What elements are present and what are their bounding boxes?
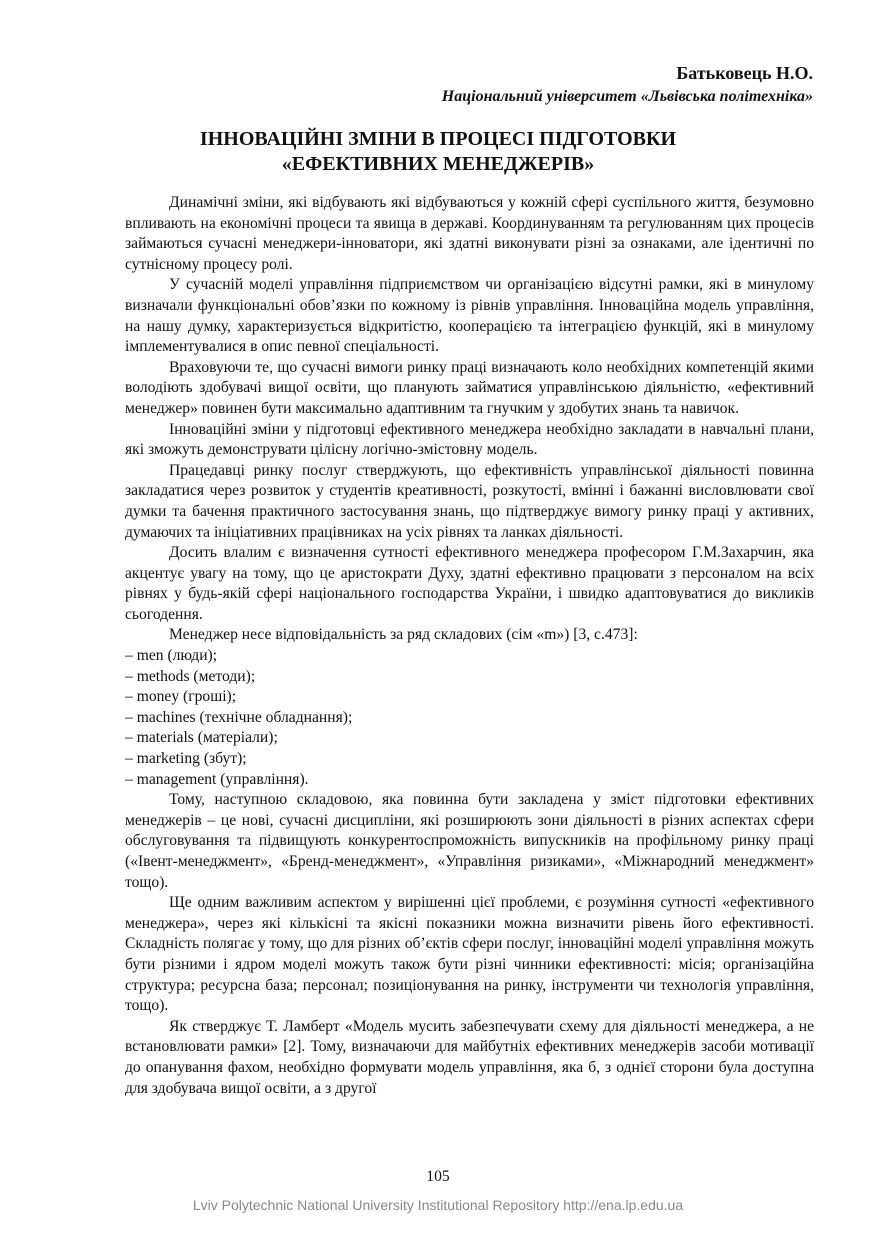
list-item: – money (гроші);	[125, 688, 237, 706]
paragraph: Працедавці ринку послуг стверджують, що ефективність управлінської діяльності повинна закладатися через розвиток у студентів креативності, розкутості, вмінні і бажанні висловлювати свої думки та бачення практичного застосування знань, що підтверджує вимогу ринку праці у активних, думаючих та ініціативних працівниках на усіх рівнях та ланках діяльності.	[125, 461, 814, 541]
title-line-2: «ЕФЕКТИВНИХ МЕНЕДЖЕРІВ»	[281, 153, 595, 175]
list-item: – machines (технічне обладнання);	[125, 708, 353, 726]
paragraph: Досить влалим є визначення сутності ефективного менеджера професором Г.М.Захарчин, яка акцентує увагу на тому, що це аристократи Духу, здатні ефективно працювати з персоналом на всіх рівнях у будь-якій сфері національного господарства України, і швидко адаптовуватися до викликів сьогодення.	[125, 544, 814, 623]
repository-footer: Lviv Polytechnic National University Institutional Repository http://ena.lp.edu.ua	[192, 1197, 684, 1213]
list-item: – materials (матеріали);	[125, 729, 278, 747]
paragraph: Як стверджує Т. Ламберт «Модель мусить забезпечувати схему для діяльності менеджера, а не встановлювати рамки» [2]. Тому, визначаючи для майбутніх ефективних менеджерів засоби мотивації до опанування фахом, необхідно формувати модель управління, яка б, з однієї сторони була доступна для здобувача вищої освіти, а з другої	[125, 1017, 814, 1097]
list-item: – management (управління).	[125, 770, 309, 788]
paragraph: Динамічні зміни, які відбувають які відбуваються у кожній сфері суспільного життя, безумовно впливають на економічні процеси та явища в державі. Координуванням та регулюванням цих процесів займаються сучасні менеджери-інноватори, які здатні виконувати різні за ознаками, але ідентичні по сутнісному процесу ролі.	[125, 194, 814, 273]
page-number: 105	[426, 1168, 450, 1185]
paragraph: Тому, наступною складовою, яка повинна бути закладена у зміст підготовки ефективних менеджерів – це нові, сучасні дисципліни, які розширюють зони діяльності в різних аспектах сфери обслуговування та підвищують конкурентоспроможність випускників на профільному ринку праці («Івент-менеджмент», «Бренд-менеджмент», «Управління ризиками», «Міжнародний менеджмент» тощо).	[125, 791, 814, 891]
list-item: – methods (методи);	[125, 667, 256, 685]
paragraph: Менеджер несе відповідальність за ряд складових (сім «m») [3, с.473]:	[169, 626, 638, 644]
author-affiliation: Національний університет «Львівська політехніка»	[441, 88, 813, 105]
list-item: – men (люди);	[125, 647, 218, 665]
list-item: – marketing (збут);	[125, 750, 247, 768]
author-name: Батьковець Н.О.	[676, 63, 813, 83]
paragraph: Враховуючи те, що сучасні вимоги ринку праці визначають коло необхідних компетенцій якими володіють здобувачі вищої освіти, що планують займатися управлінською діяльністю, «ефективний менеджер» повинен бути максимально адаптивним та гнучким у здобутих знань та навичок.	[125, 358, 814, 417]
paragraph: Інноваційні зміни у підготовці ефективного менеджера необхідно закладати в навчальні плани, які зможуть демонструвати цілісну логічно-змістовну модель.	[125, 420, 814, 459]
paragraph: У сучасній моделі управління підприємством чи організацією відсутні рамки, які в минулому визначали функціональні обов’язки по кожному із рівнів управління. Інноваційна модель управління, на нашу думку, характеризується відкритістю, кооперацією та інтеграцією функцій, які в минулому імплементувалися в опис певної спеціальності.	[125, 276, 814, 356]
title-line-1: ІННОВАЦІЙНІ ЗМІНИ В ПРОЦЕСІ ПІДГОТОВКИ	[199, 128, 677, 150]
paper-title	[125, 127, 751, 177]
components-list	[125, 646, 814, 790]
body-text	[125, 193, 814, 1099]
paragraph: Ще одним важливим аспектом у вирішенні цієї проблеми, є розуміння сутності «ефективного менеджера», через які кількісні та якісні показники можна визначити рівень його ефективності. Складність полягає у тому, що для різних об’єктів сфери послуг, інноваційні моделі управління можуть бути різними і ядром моделі можуть також бути різні чинники ефективності: місія; організаційна структура; ресурсна база; персонал; позиціонування на ринку, інструменти чи технологія управління, тощо).	[125, 894, 814, 1015]
